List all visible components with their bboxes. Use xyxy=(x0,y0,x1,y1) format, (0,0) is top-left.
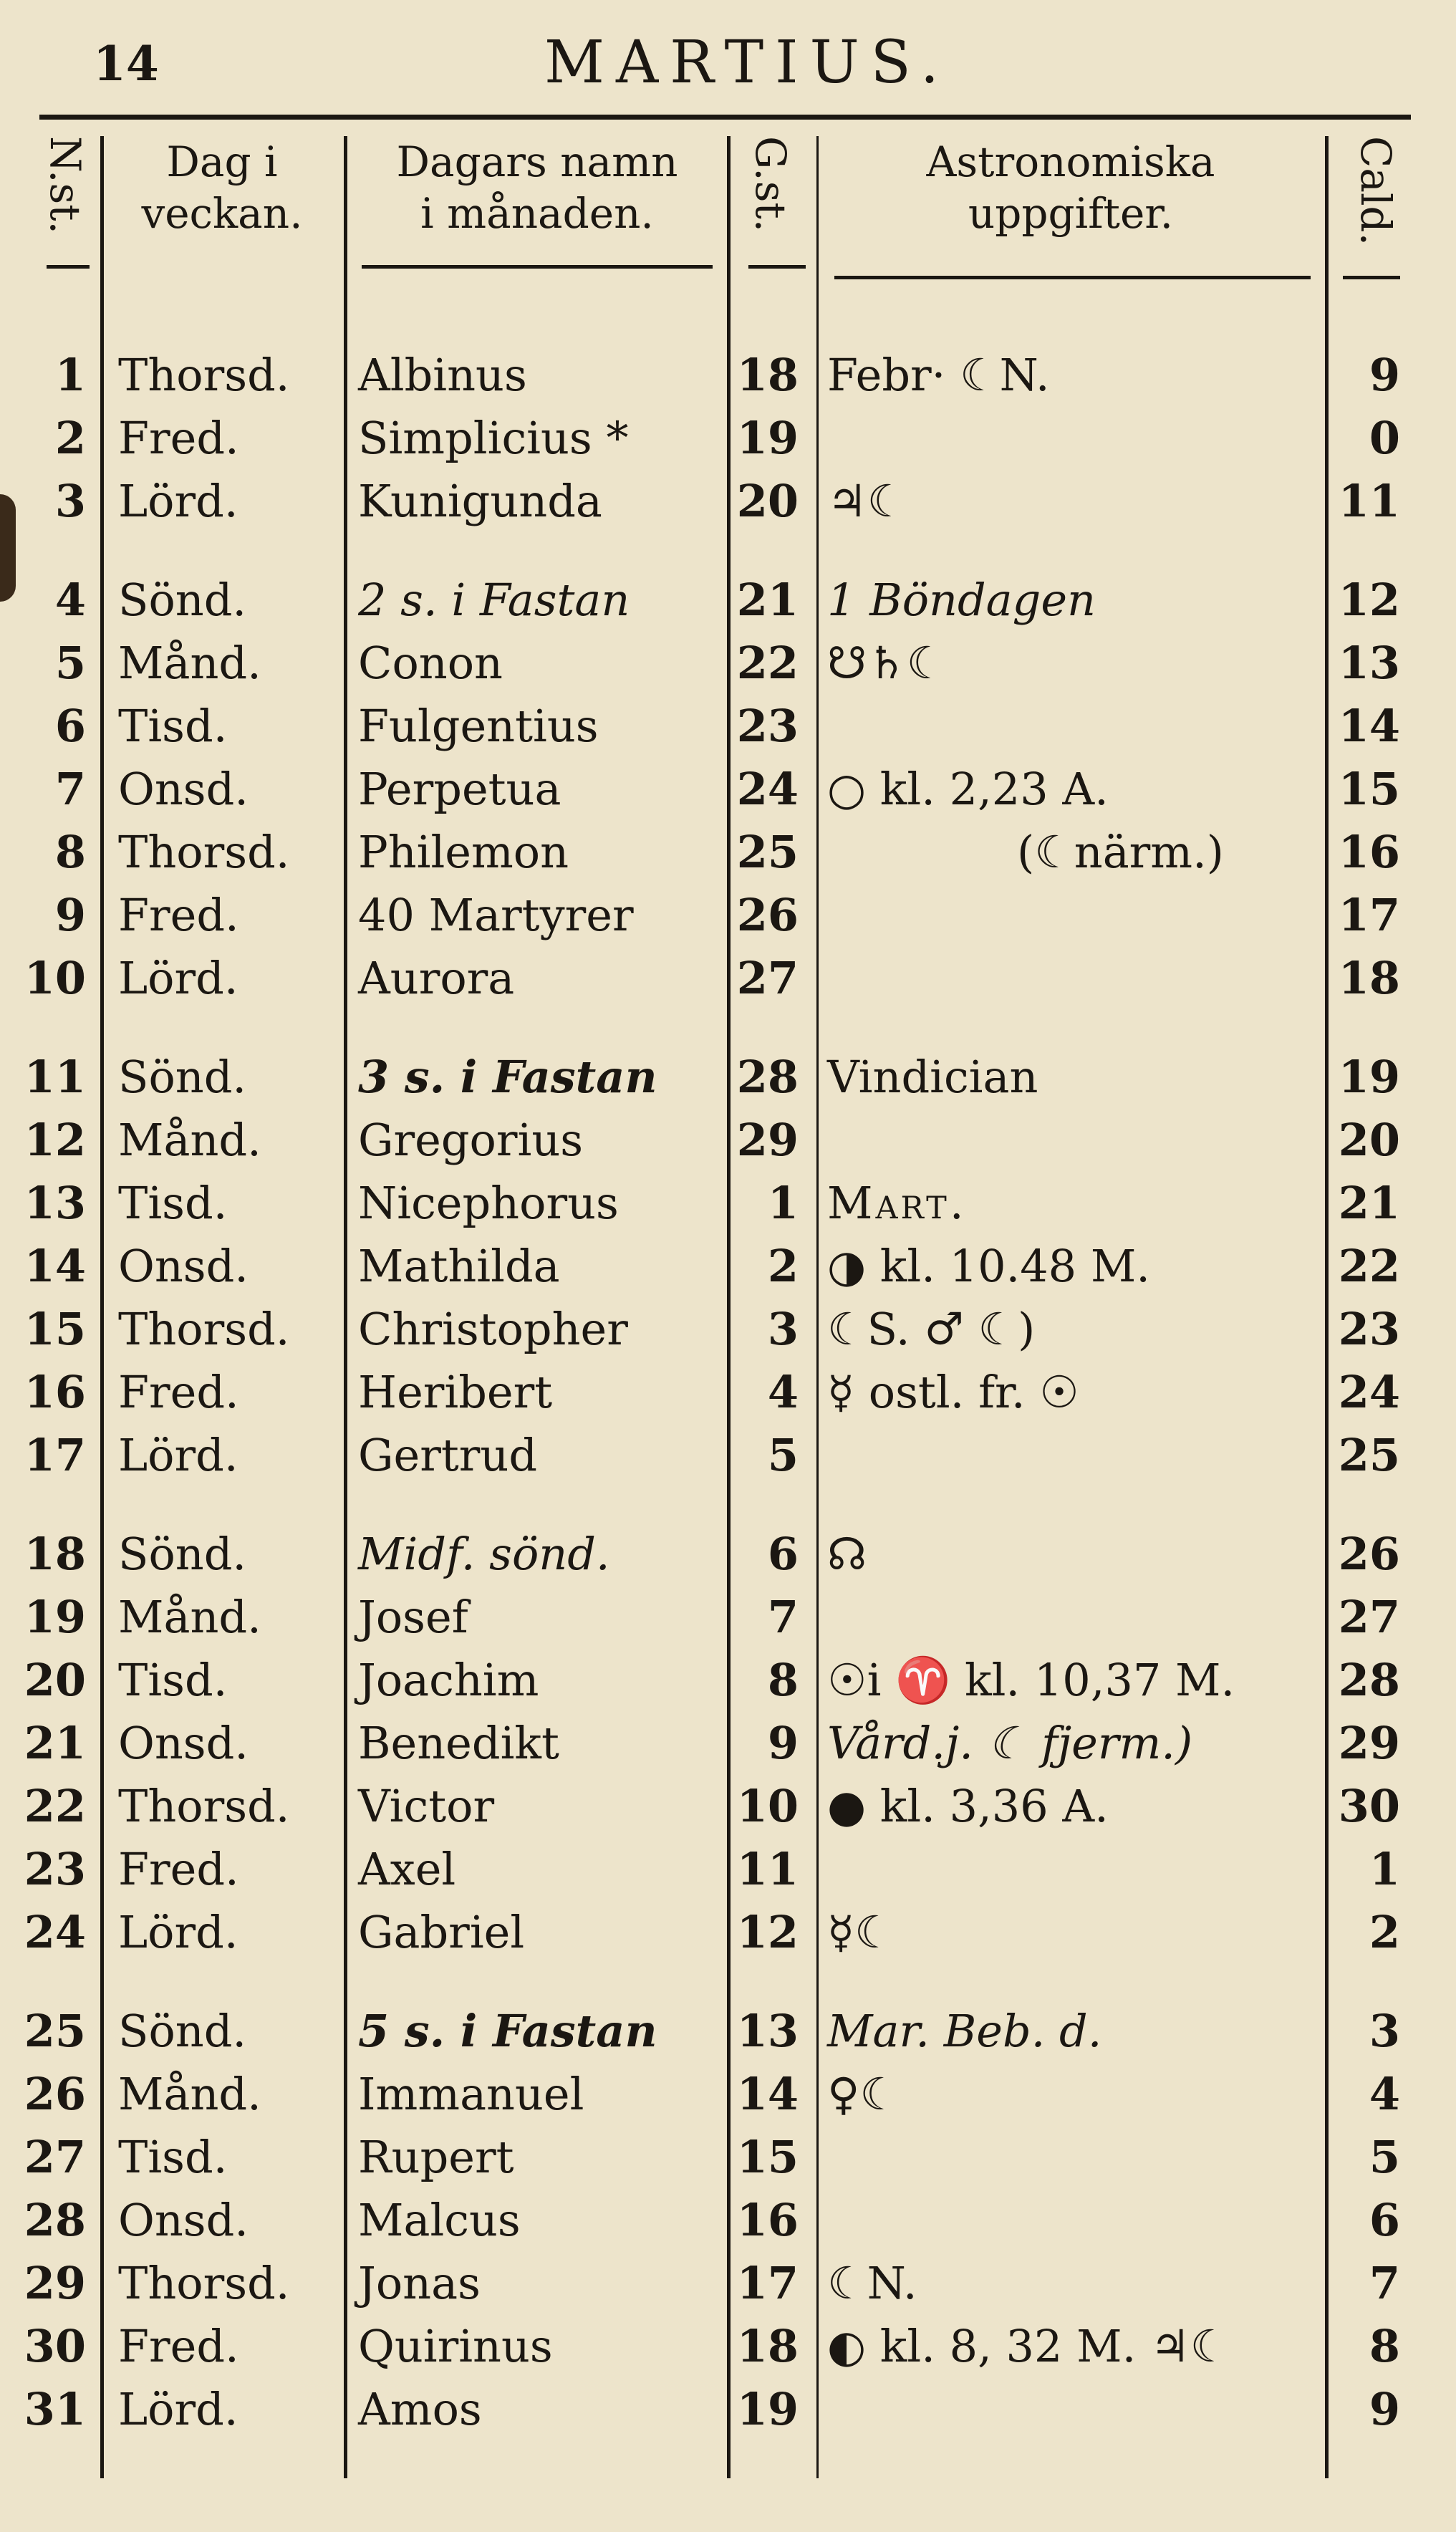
day-number: 29 xyxy=(24,2257,86,2309)
calendar-row xyxy=(0,821,1456,884)
day-number: 7 xyxy=(54,763,86,815)
weekday: Tisd. xyxy=(118,2131,228,2183)
moon-age: 18 xyxy=(1338,952,1400,1004)
calendar-row xyxy=(0,1901,1456,1964)
header-rule xyxy=(1343,276,1400,279)
old-style-date: 2 xyxy=(767,1240,799,1292)
astronomical-note: ☋♄☾ xyxy=(827,637,947,689)
moon-age: 4 xyxy=(1369,2068,1400,2120)
weekday: Onsd. xyxy=(118,763,249,815)
weekday: Sönd. xyxy=(118,1528,247,1580)
astronomical-note: Mar. Beb. d. xyxy=(827,2005,1102,2057)
name-day: Benedikt xyxy=(358,1717,559,1769)
moon-age: 26 xyxy=(1338,1528,1400,1580)
weekday: Fred. xyxy=(118,1366,239,1418)
day-number: 12 xyxy=(24,1114,86,1166)
astronomical-note: ☾S. ♂ ☾) xyxy=(827,1303,1036,1355)
weekday: Tisd. xyxy=(118,1654,228,1706)
calendar-row xyxy=(0,1775,1456,1838)
astronomical-note: 1 Böndagen xyxy=(827,574,1096,626)
calendar-row xyxy=(0,2126,1456,2189)
astronomical-note: Vindician xyxy=(827,1051,1038,1103)
name-day: 3 s. i Fastan xyxy=(358,1051,657,1103)
weekday: Tisd. xyxy=(118,1177,228,1229)
calendar-row xyxy=(0,1361,1456,1424)
name-day: Gabriel xyxy=(358,1906,525,1958)
calendar-row xyxy=(0,2252,1456,2315)
day-number: 27 xyxy=(24,2131,86,2183)
old-style-date: 12 xyxy=(736,1906,799,1958)
old-style-date: 10 xyxy=(736,1780,799,1832)
old-style-date: 15 xyxy=(736,2131,799,2183)
astronomical-note: ☿ ostl. fr. ☉ xyxy=(827,1366,1079,1418)
day-number: 20 xyxy=(24,1654,86,1706)
header-namn-line2: i månaden. xyxy=(420,189,654,238)
name-day: Immanuel xyxy=(358,2068,584,2120)
moon-age: 29 xyxy=(1338,1717,1400,1769)
day-number: 22 xyxy=(24,1780,86,1832)
day-number: 28 xyxy=(24,2194,86,2246)
day-number: 11 xyxy=(24,1051,86,1103)
header-gst: G.st. xyxy=(746,136,795,233)
moon-age: 16 xyxy=(1338,826,1400,878)
name-day: 2 s. i Fastan xyxy=(358,574,630,626)
weekday: Lörd. xyxy=(118,475,238,527)
day-number: 30 xyxy=(24,2320,86,2372)
calendar-row xyxy=(0,470,1456,533)
calendar-row xyxy=(0,947,1456,1010)
calendar-row xyxy=(0,1523,1456,1586)
name-day: Mathilda xyxy=(358,1240,560,1292)
old-style-date: 18 xyxy=(736,2320,799,2372)
day-number: 26 xyxy=(24,2068,86,2120)
moon-age: 0 xyxy=(1369,412,1400,464)
moon-age: 3 xyxy=(1369,2005,1400,2057)
name-day: 5 s. i Fastan xyxy=(358,2005,657,2057)
name-day: Axel xyxy=(358,1843,456,1895)
name-day: Nicephorus xyxy=(358,1177,619,1229)
moon-age: 6 xyxy=(1369,2194,1400,2246)
moon-age: 5 xyxy=(1369,2131,1400,2183)
header-rule xyxy=(47,265,90,269)
header-rule xyxy=(362,265,713,269)
moon-age: 22 xyxy=(1338,1240,1400,1292)
header-namn-line1: Dagars namn xyxy=(396,138,678,186)
moon-age: 14 xyxy=(1338,700,1400,752)
name-day: Christopher xyxy=(358,1303,628,1355)
name-day: Philemon xyxy=(358,826,569,878)
moon-age: 28 xyxy=(1338,1654,1400,1706)
old-style-date: 4 xyxy=(767,1366,799,1418)
header-dag xyxy=(107,136,337,239)
weekday: Thorsd. xyxy=(118,2257,290,2309)
old-style-date: 20 xyxy=(736,475,799,527)
old-style-date: 22 xyxy=(736,637,799,689)
weekday: Månd. xyxy=(118,637,261,689)
moon-age: 11 xyxy=(1338,475,1400,527)
old-style-date: 3 xyxy=(767,1303,799,1355)
day-number: 25 xyxy=(24,2005,86,2057)
name-day: 40 Martyrer xyxy=(358,889,634,941)
old-style-date: 14 xyxy=(736,2068,799,2120)
weekday: Onsd. xyxy=(118,1240,249,1292)
moon-age: 19 xyxy=(1338,1051,1400,1103)
old-style-date: 29 xyxy=(736,1114,799,1166)
astronomical-note: ○ kl. 2,23 A. xyxy=(827,763,1109,815)
day-number: 18 xyxy=(24,1528,86,1580)
weekday: Månd. xyxy=(118,2068,261,2120)
calendar-row xyxy=(0,632,1456,695)
weekday: Lörd. xyxy=(118,1906,238,1958)
name-day: Conon xyxy=(358,637,503,689)
calendar-row xyxy=(0,1586,1456,1649)
month-title: MARTIUS. xyxy=(544,29,950,97)
moon-age: 9 xyxy=(1369,349,1400,401)
weekday: Månd. xyxy=(118,1591,261,1643)
old-style-date: 23 xyxy=(736,700,799,752)
calendar-row xyxy=(0,1838,1456,1901)
name-day: Kunigunda xyxy=(358,475,602,527)
calendar-row xyxy=(0,1235,1456,1298)
calendar-row xyxy=(0,695,1456,758)
name-day: Josef xyxy=(358,1591,468,1643)
weekday: Thorsd. xyxy=(118,1780,290,1832)
astronomical-note: ● kl. 3,36 A. xyxy=(827,1780,1109,1832)
weekday: Månd. xyxy=(118,1114,261,1166)
old-style-date: 24 xyxy=(736,763,799,815)
day-number: 21 xyxy=(24,1717,86,1769)
weekday: Onsd. xyxy=(118,2194,249,2246)
old-style-date: 6 xyxy=(767,1528,799,1580)
moon-age: 15 xyxy=(1338,763,1400,815)
old-style-date: 28 xyxy=(736,1051,799,1103)
page-number: 14 xyxy=(93,36,159,92)
old-style-date: 17 xyxy=(736,2257,799,2309)
astronomical-note: ◐ kl. 8, 32 M. ♃☾ xyxy=(827,2320,1230,2372)
old-style-date: 5 xyxy=(767,1429,799,1481)
astronomical-note: ◑ kl. 10.48 M. xyxy=(827,1240,1151,1292)
day-number: 14 xyxy=(24,1240,86,1292)
name-day: Fulgentius xyxy=(358,700,599,752)
name-day: Amos xyxy=(358,2383,482,2435)
day-number: 6 xyxy=(54,700,86,752)
day-number: 15 xyxy=(24,1303,86,1355)
weekday: Thorsd. xyxy=(118,349,290,401)
day-number: 8 xyxy=(54,826,86,878)
day-number: 19 xyxy=(24,1591,86,1643)
calendar-row xyxy=(0,569,1456,632)
moon-age: 8 xyxy=(1369,2320,1400,2372)
moon-age: 1 xyxy=(1369,1843,1400,1895)
moon-age: 24 xyxy=(1338,1366,1400,1418)
weekday: Fred. xyxy=(118,412,239,464)
moon-age: 13 xyxy=(1338,637,1400,689)
name-day: Rupert xyxy=(358,2131,514,2183)
header-astro-line1: Astronomiska xyxy=(926,138,1215,186)
old-style-date: 9 xyxy=(767,1717,799,1769)
old-style-date: 19 xyxy=(736,2383,799,2435)
name-day: Albinus xyxy=(358,349,527,401)
calendar-row xyxy=(0,407,1456,470)
day-number: 23 xyxy=(24,1843,86,1895)
calendar-row xyxy=(0,1649,1456,1712)
calendar-row xyxy=(0,2000,1456,2063)
moon-age: 27 xyxy=(1338,1591,1400,1643)
astronomical-note: ♃☾ xyxy=(827,475,907,527)
moon-age: 25 xyxy=(1338,1429,1400,1481)
weekday: Fred. xyxy=(118,889,239,941)
calendar-row xyxy=(0,2378,1456,2441)
astronomical-note: (☾närm.) xyxy=(1017,826,1224,878)
old-style-date: 18 xyxy=(736,349,799,401)
day-number: 5 xyxy=(54,637,86,689)
day-number: 13 xyxy=(24,1177,86,1229)
day-number: 9 xyxy=(54,889,86,941)
calendar-row xyxy=(0,2315,1456,2378)
moon-age: 9 xyxy=(1369,2383,1400,2435)
name-day: Jonas xyxy=(358,2257,481,2309)
astronomical-note: ♀☾ xyxy=(827,2068,900,2120)
day-number: 16 xyxy=(24,1366,86,1418)
day-number: 4 xyxy=(54,574,86,626)
name-day: Perpetua xyxy=(358,763,561,815)
name-day: Joachim xyxy=(358,1654,539,1706)
weekday: Fred. xyxy=(118,2320,239,2372)
calendar-row xyxy=(0,1172,1456,1235)
calendar-row xyxy=(0,2063,1456,2126)
name-day: Malcus xyxy=(358,2194,521,2246)
moon-age: 2 xyxy=(1369,1906,1400,1958)
astronomical-note: ☿☾ xyxy=(827,1906,895,1958)
header-namn xyxy=(351,136,723,239)
weekday: Sönd. xyxy=(118,2005,247,2057)
calendar-row xyxy=(0,758,1456,821)
calendar-row xyxy=(0,884,1456,947)
old-style-date: 16 xyxy=(736,2194,799,2246)
header-cald: Cald. xyxy=(1351,136,1400,246)
old-style-date: 27 xyxy=(736,952,799,1004)
astronomical-note: Febr· ☾N. xyxy=(827,349,1050,401)
moon-age: 7 xyxy=(1369,2257,1400,2309)
header-rule xyxy=(748,265,806,269)
moon-age: 30 xyxy=(1338,1780,1400,1832)
calendar-row xyxy=(0,1046,1456,1109)
weekday: Tisd. xyxy=(118,700,228,752)
header-dag-line2: veckan. xyxy=(141,189,303,238)
moon-age: 20 xyxy=(1338,1114,1400,1166)
moon-age: 23 xyxy=(1338,1303,1400,1355)
name-day: Gregorius xyxy=(358,1114,584,1166)
moon-age: 12 xyxy=(1338,574,1400,626)
header-rule xyxy=(834,276,1311,279)
weekday: Onsd. xyxy=(118,1717,249,1769)
weekday: Thorsd. xyxy=(118,1303,290,1355)
name-day: Quirinus xyxy=(358,2320,553,2372)
day-number: 17 xyxy=(24,1429,86,1481)
old-style-date: 21 xyxy=(736,574,799,626)
old-style-date: 19 xyxy=(736,412,799,464)
moon-age: 21 xyxy=(1338,1177,1400,1229)
day-number: 10 xyxy=(24,952,86,1004)
astronomical-note: ☾N. xyxy=(827,2257,917,2309)
calendar-row xyxy=(0,1109,1456,1172)
calendar-row xyxy=(0,344,1456,407)
name-day: Victor xyxy=(358,1780,495,1832)
weekday: Sönd. xyxy=(118,1051,247,1103)
header-astro xyxy=(824,136,1318,239)
astronomical-note: Mart. xyxy=(827,1177,967,1229)
name-day: Midf. sönd. xyxy=(358,1528,610,1580)
header-dag-line1: Dag i xyxy=(166,138,278,186)
weekday: Lörd. xyxy=(118,2383,238,2435)
old-style-date: 26 xyxy=(736,889,799,941)
weekday: Lörd. xyxy=(118,952,238,1004)
header-ns: N.st. xyxy=(41,136,90,234)
old-style-date: 13 xyxy=(736,2005,799,2057)
weekday: Fred. xyxy=(118,1843,239,1895)
top-rule xyxy=(39,115,1411,120)
old-style-date: 7 xyxy=(767,1591,799,1643)
name-day: Heribert xyxy=(358,1366,553,1418)
day-number: 2 xyxy=(54,412,86,464)
name-day: Simplicius * xyxy=(358,412,629,464)
weekday: Sönd. xyxy=(118,574,247,626)
old-style-date: 25 xyxy=(736,826,799,878)
old-style-date: 1 xyxy=(767,1177,799,1229)
calendar-row xyxy=(0,1712,1456,1775)
astronomical-note: ☊ xyxy=(827,1528,867,1580)
calendar-row xyxy=(0,1424,1456,1487)
weekday: Thorsd. xyxy=(118,826,290,878)
name-day: Aurora xyxy=(358,952,515,1004)
weekday: Lörd. xyxy=(118,1429,238,1481)
name-day: Gertrud xyxy=(358,1429,538,1481)
astronomical-note: Vård.j. ☾ fjerm.) xyxy=(827,1717,1193,1769)
old-style-date: 8 xyxy=(767,1654,799,1706)
calendar-row xyxy=(0,2189,1456,2252)
day-number: 3 xyxy=(54,475,86,527)
moon-age: 17 xyxy=(1338,889,1400,941)
day-number: 24 xyxy=(24,1906,86,1958)
calendar-row xyxy=(0,1298,1456,1361)
astronomical-note: ☉i ♈ kl. 10,37 M. xyxy=(827,1654,1235,1706)
old-style-date: 11 xyxy=(736,1843,799,1895)
day-number: 31 xyxy=(24,2383,86,2435)
header-astro-line2: uppgifter. xyxy=(968,189,1174,238)
day-number: 1 xyxy=(54,349,86,401)
